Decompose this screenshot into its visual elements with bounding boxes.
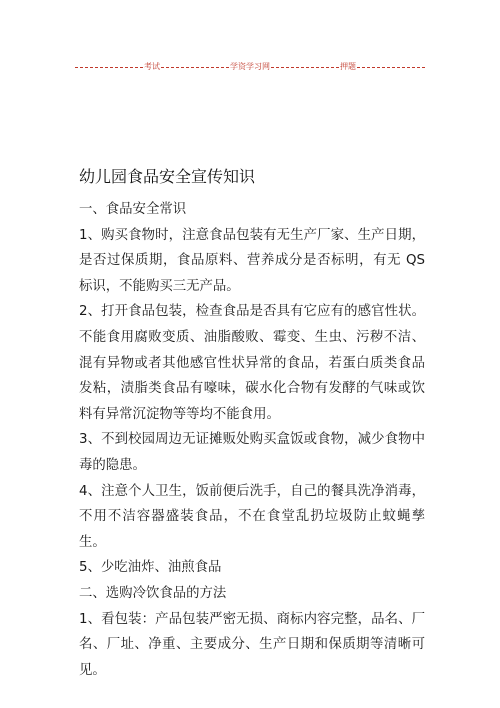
document-body [79,166,425,683]
header-item-study-site: 学资学习网 [230,62,270,71]
paragraph-item-5: 5、少吃油炸、油煎食品 [79,560,222,576]
document-title: 幼儿园食品安全宣传知识 [79,167,256,186]
section-heading-food-safety: 一、食品安全常识 [79,202,187,217]
header-item-predicted-questions: 押题 [340,62,356,71]
paragraph-item-1: 1、购买食物时，注意食品包装有无生产厂家、生产日期，是否过保质期，食品原料、营养成分是否标明，有无 QS 标识，不能购买三无产品。 [79,227,425,294]
section-heading-cold-drinks: 二、选购冷饮食品的方法 [79,585,227,601]
paragraph-item-packaging: 1、看包装：产品包装严密无损、商标内容完整，品名、厂名、厂址、净重、主要成分、生产日期和保质期等清晰可见。 [79,611,425,678]
header-dash-line [271,67,339,68]
header-item-exam: 考试 [144,62,160,71]
paragraph-item-4: 4、注意个人卫生，饭前便后洗手，自己的餐具洗净消毒，不用不洁容器盛装食品，不在食堂乱扔垃圾防止蚊蝇孳生。 [79,483,425,550]
paragraph-item-3: 3、不到校园周边无证摊贩处购买盒饭或食物，减少食物中毒的隐患。 [79,432,425,473]
header-dash-line [357,67,425,68]
paragraph-item-2: 2、打开食品包装，检查食品是否具有它应有的感官性状。不能食用腐败变质、油脂酸败、霉变、生虫、污秽不洁、混有异物或者其他感官性状异常的食品，若蛋白质类食品发粘，渍脂类食品有嚎味，碳水化合物有发酵的气味或饮料有异常沉淀物等等均不能食用。 [79,304,425,422]
header-dash-line [75,67,143,68]
header-dash-line [161,67,229,68]
page-header-banner [74,60,426,74]
